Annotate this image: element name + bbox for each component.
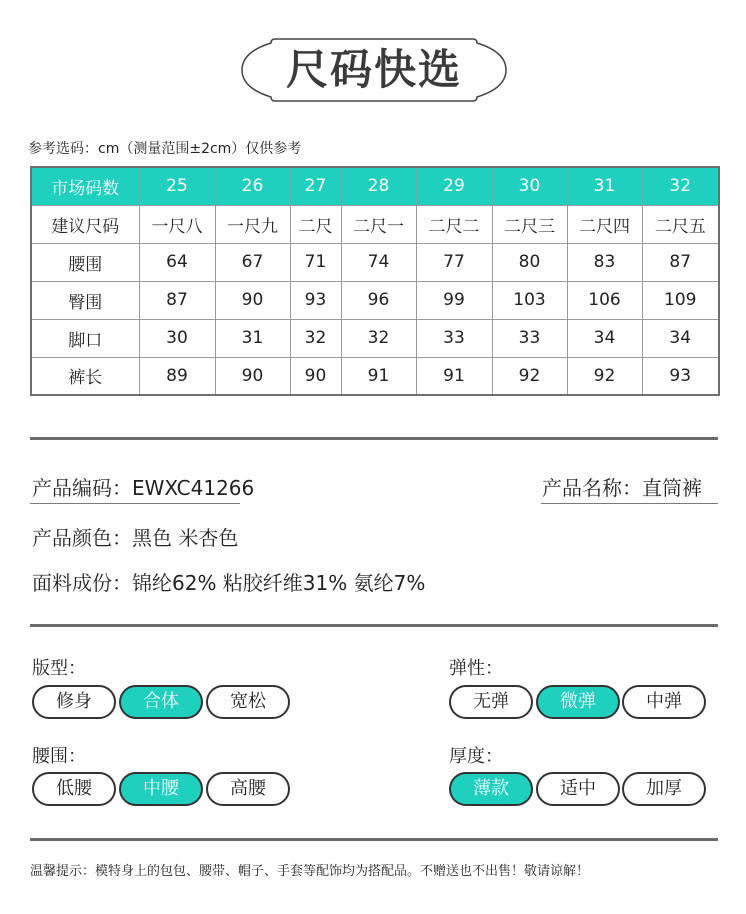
size-table-cell: 二尺二 — [416, 205, 492, 243]
size-table-cell: 77 — [416, 243, 492, 281]
size-table-cell: 87 — [139, 281, 215, 319]
size-table-cell: 80 — [492, 243, 567, 281]
product-fabric: 面料成份：锦纶62% 粘胶纤维31% 氨纶7% — [32, 571, 426, 595]
size-table-cell: 93 — [642, 357, 719, 395]
size-table-row — [31, 205, 719, 243]
size-table-cell: 74 — [341, 243, 416, 281]
size-table-cell: 87 — [642, 243, 719, 281]
size-table-cell: 一尺八 — [139, 205, 215, 243]
size-table-row-label: 裤长 — [31, 357, 139, 395]
size-table-cell: 33 — [492, 319, 567, 357]
elasticity-option-none[interactable]: 无弹 — [449, 685, 533, 719]
size-table-cell: 二尺一 — [341, 205, 416, 243]
size-table-cell: 89 — [139, 357, 215, 395]
size-table-cell: 67 — [215, 243, 290, 281]
size-table-header-cell: 32 — [642, 167, 719, 205]
size-table-cell: 32 — [290, 319, 341, 357]
waist-label: 腰围： — [32, 746, 86, 767]
size-table-cell: 64 — [139, 243, 215, 281]
product-name: 产品名称：直筒裤 — [542, 476, 702, 500]
size-table-cell: 二尺三 — [492, 205, 567, 243]
size-table-row-label: 腰围 — [31, 243, 139, 281]
size-table-cell: 91 — [416, 357, 492, 395]
size-table-header-row — [31, 167, 719, 205]
size-table-cell: 83 — [567, 243, 642, 281]
size-table-cell: 93 — [290, 281, 341, 319]
size-table-cell: 103 — [492, 281, 567, 319]
page-title: 尺码快选 — [285, 45, 462, 94]
size-table-cell: 二尺 — [290, 205, 341, 243]
size-table-header-cell: 26 — [215, 167, 290, 205]
size-table-cell: 30 — [139, 319, 215, 357]
size-table-row-label: 建议尺码 — [31, 205, 139, 243]
size-table-row — [31, 319, 719, 357]
divider — [30, 437, 718, 440]
thickness-option-moderate[interactable]: 适中 — [536, 772, 620, 806]
size-table-row-label: 脚口 — [31, 319, 139, 357]
size-table — [30, 166, 720, 396]
size-table-cell: 33 — [416, 319, 492, 357]
reference-note: 参考选码：cm（测量范围±2cm）仅供参考 — [28, 141, 302, 157]
size-table-header-cell: 29 — [416, 167, 492, 205]
size-table-cell: 34 — [642, 319, 719, 357]
fit-option-loose[interactable]: 宽松 — [206, 685, 290, 719]
size-table-cell: 91 — [341, 357, 416, 395]
thickness-option-thin[interactable]: 薄款 — [449, 772, 533, 806]
fit-option-regular[interactable]: 合体 — [119, 685, 203, 719]
size-table-row — [31, 357, 719, 395]
fit-option-slim[interactable]: 修身 — [32, 685, 116, 719]
size-table-cell: 31 — [215, 319, 290, 357]
size-table-header-cell: 30 — [492, 167, 567, 205]
size-table-cell: 106 — [567, 281, 642, 319]
elasticity-option-medium[interactable]: 中弹 — [622, 685, 706, 719]
size-table-row-label: 臀围 — [31, 281, 139, 319]
product-code: 产品编码：EWXC41266 — [32, 476, 255, 500]
waist-option-low[interactable]: 低腰 — [32, 772, 116, 806]
product-color: 产品颜色：黑色 米杏色 — [32, 526, 239, 550]
elasticity-option-slight[interactable]: 微弹 — [536, 685, 620, 719]
size-table-cell: 32 — [341, 319, 416, 357]
size-table-cell: 二尺五 — [642, 205, 719, 243]
tip-note: 温馨提示：模特身上的包包、腰带、帽子、手套等配饰均为搭配品。不赠送也不出售！敬请谅解！ — [30, 864, 590, 879]
title-banner — [241, 38, 507, 102]
waist-option-mid[interactable]: 中腰 — [119, 772, 203, 806]
product-code-underline — [30, 503, 240, 504]
size-table-cell: 99 — [416, 281, 492, 319]
size-table-cell: 92 — [492, 357, 567, 395]
waist-option-high[interactable]: 高腰 — [206, 772, 290, 806]
size-table-cell: 109 — [642, 281, 719, 319]
divider — [30, 838, 718, 841]
size-table-cell: 96 — [341, 281, 416, 319]
thickness-option-thick[interactable]: 加厚 — [622, 772, 706, 806]
size-table-cell: 一尺九 — [215, 205, 290, 243]
size-table-header-cell: 28 — [341, 167, 416, 205]
size-table-row — [31, 281, 719, 319]
thickness-label: 厚度： — [449, 746, 503, 767]
size-table-cell: 90 — [290, 357, 341, 395]
size-table-header-cell: 27 — [290, 167, 341, 205]
size-table-row — [31, 243, 719, 281]
fit-label: 版型： — [32, 658, 86, 679]
size-table-cell: 71 — [290, 243, 341, 281]
size-table-cell: 二尺四 — [567, 205, 642, 243]
size-table-header-cell: 31 — [567, 167, 642, 205]
size-table-cell: 34 — [567, 319, 642, 357]
size-table-header-label: 市场码数 — [31, 167, 139, 205]
size-table-cell: 92 — [567, 357, 642, 395]
divider — [30, 624, 718, 627]
size-table-cell: 90 — [215, 357, 290, 395]
product-name-underline — [541, 503, 718, 504]
size-table-header-cell: 25 — [139, 167, 215, 205]
elasticity-label: 弹性： — [449, 658, 503, 679]
size-table-cell: 90 — [215, 281, 290, 319]
